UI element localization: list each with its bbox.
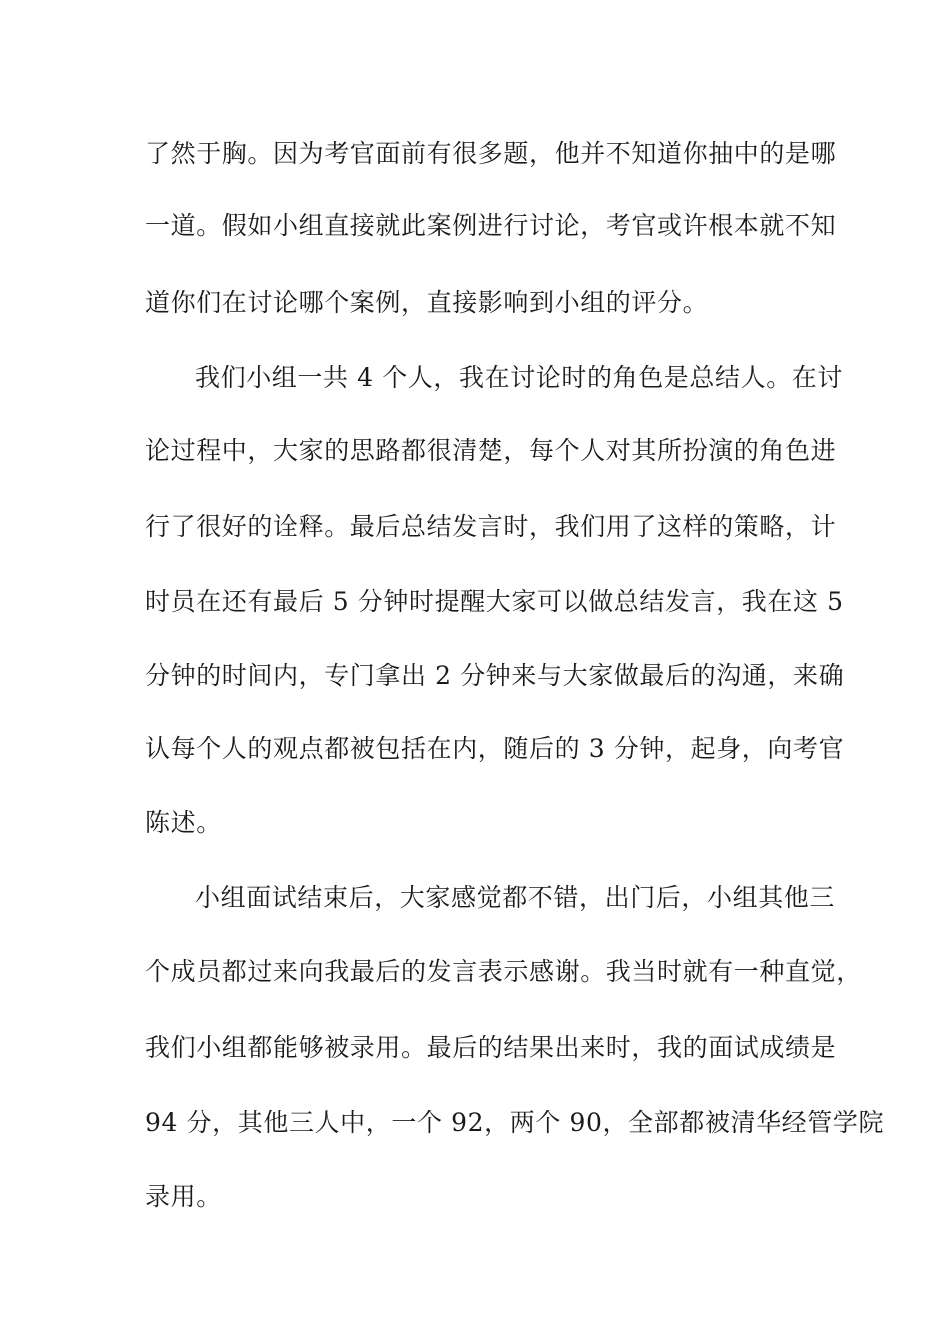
text-line: 了然于胸。因为考官面前有很多题，他并不知道你抽中的是哪 [145, 139, 837, 168]
text-line: 一道。假如小组直接就此案例进行讨论，考官或许根本就不知 [145, 211, 837, 240]
text-line: 录用。 [145, 1182, 222, 1211]
text-line: 认每个人的观点都被包括在内，随后的 3 分钟，起身，向考官 [145, 734, 845, 763]
text-line: 94 分，其他三人中，一个 92，两个 90，全部都被清华经管学院 [145, 1108, 885, 1137]
text-line: 我们小组都能够被录用。最后的结果出来时，我的面试成绩是 [145, 1033, 837, 1062]
text-line: 个成员都过来向我最后的发言表示感谢。我当时就有一种直觉， [145, 957, 862, 986]
paragraph-start-line: 小组面试结束后，大家感觉都不错，出门后，小组其他三 [195, 883, 836, 912]
paragraph-start-line: 我们小组一共 4 个人，我在讨论时的角色是总结人。在讨 [195, 363, 844, 392]
text-line: 陈述。 [145, 808, 222, 837]
text-line: 分钟的时间内，专门拿出 2 分钟来与大家做最后的沟通，来确 [145, 661, 845, 690]
text-line: 道你们在讨论哪个案例，直接影响到小组的评分。 [145, 288, 709, 317]
text-line: 论过程中，大家的思路都很清楚，每个人对其所扮演的角色进 [145, 436, 837, 465]
text-line: 行了很好的诠释。最后总结发言时，我们用了这样的策略，计 [145, 512, 837, 541]
text-line: 时员在还有最后 5 分钟时提醒大家可以做总结发言，我在这 5 [145, 587, 844, 616]
